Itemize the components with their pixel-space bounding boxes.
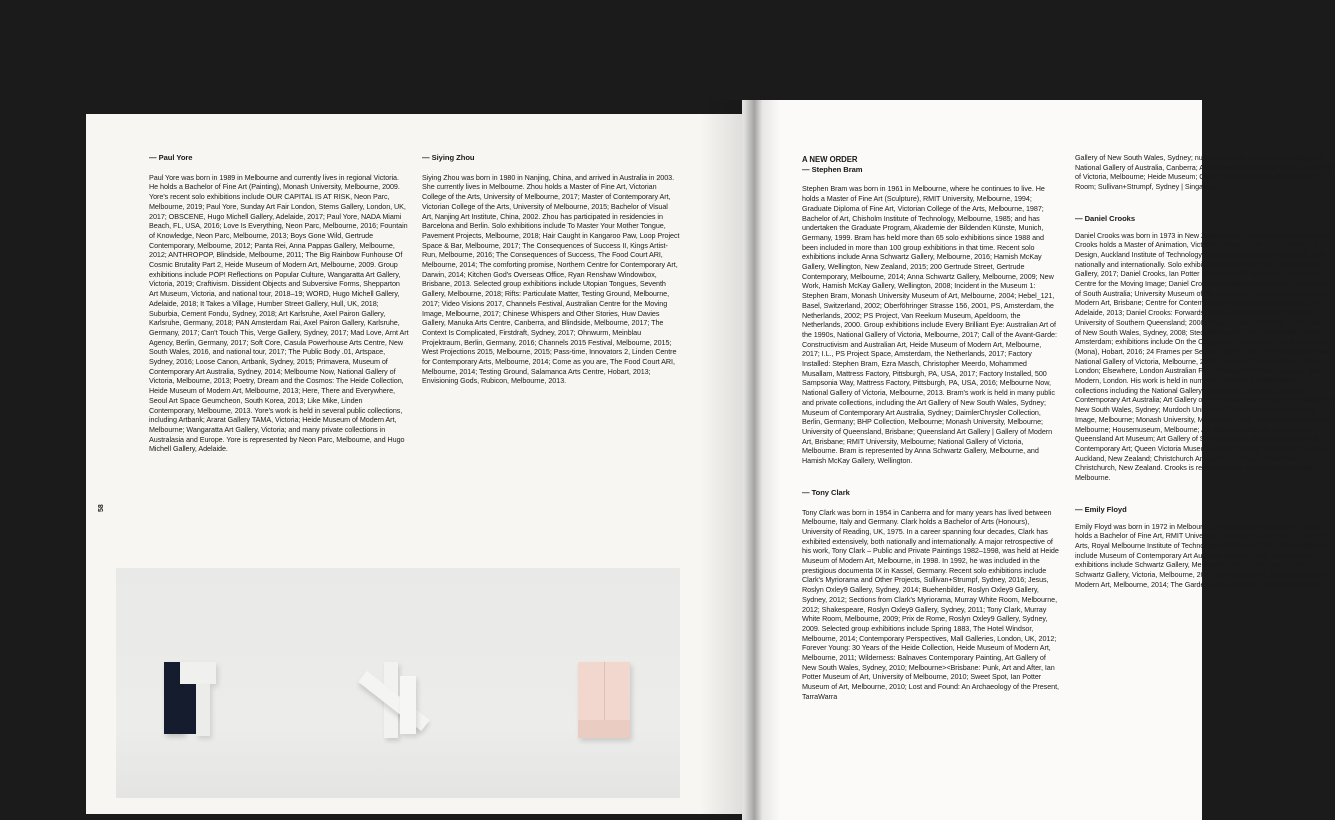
artist-bio: Tony Clark was born in 1954 in Canberra and for many years has lived between Melbourne, Italy and Germany. Clark holds a Bachelor of Arts (Honours), University of Reading, UK, 1975. In a career spanning four decades, Clark has exhibited extensively, both nationally and internationally. A major retrospective of his work, Tony Clark – Public and Private Paintings 1982–1998, was held at Heide Museum of Modern Art, Melbourne, in 1998. In 1992, he was included in the prestigious documenta IX in Kassel, Germany. Recent solo exhibitions include Clark's Myrioramа and Other Projects, Sullivan+Strumpf, Sydney, 2016; Jesus, Roslyn Oxley9 Gallery, Sydney, 2014; Buehenbilder, Roslyn Oxley9 Gallery, Sydney, 2012; Sections from Clark's Myriorama, Murray White Room, Melbourne, 2012; Shakespeare, Roslyn Oxley9 Gallery, Sydney, 2011; Tony Clark, Murray White Room, Melbourne, 2009; Prix de Rome, Roslyn Oxley9 Gallery, Sydney, 2009. Selected group exhibitions include Spring 1883, The Hotel Windsor, Melbourne, 2014; Contemporary Perspectives, Mall Galleries, London, UK, 2012; Forever Young: 30 Years of the Heide Collection, Heide Museum of Modern Art, Melbourne, 2011; Wilderness: Balnaves Contemporary Painting, Art Gallery of New South Wales, Sydney, 2010; Melbourne><Brisbane: Punk, Art and After, Ian Potter Museum of Art, University of Melbourne, 2010; Sweet Spot, Ian Potter Museum of Art, Melbourne, 2010; Lost and Found: An Archaeology of the Present, TarraWarra [802,507,1060,701]
artist-heading: — Emily Floyd [1075,504,1127,514]
artist-heading: — Daniel Crooks [1075,213,1136,223]
section-title: A NEW ORDER [802,155,858,164]
artist-bio: Emily Floyd was born in 1972 in Melbourne, where she continues to live. Floyd holds a Bachelor of Fine Art, RMIT University, Melbourne, 1999, and Bachelor of Arts, Royal Melbourne Institute of Technology, Melbourne, 1992. Solo exhibitions include Museum of Contemporary Art Australia, Sydney, 2000, and her solo exhibitions include Schwartz Gallery, Melbourne, 2016; Emily Floyd, Anna Schwartz Gallery, Victoria, Melbourne, 2014; Far From Home, Heide Museum of Modern Art, Melbourne, 2014; The Garden, Anna Schwartz Gallery, Melbourne. [1075,521,1328,589]
artist-heading: — Siying Zhou [422,153,475,162]
bio-column-right-1 [802,155,1060,702]
gallery-installation-photo [116,568,680,798]
artwork-pink-panel [578,662,630,738]
artist-heading: — Tony Clark [802,487,850,497]
artist-bio: Paul Yore was born in 1989 in Melbourne and currently lives in regional Victoria. He holds a Bachelor of Fine Art (Painting), Monash University, Melbourne, 2009. Yore's recent solo exhibitions include OUR CAPITAL IS AT RISK, Neon Parc, Melbourne, 2019; Paul Yore, Sunday Art Fair London, Stems Gallery, London, UK, 2017; OBSCENE, Hugo Michell Gallery, Adelaide, 2017; Paul Yore, NADA Miami Beach, FL, USA, 2016; Love Is Everything, Neon Parc, Melbourne, 2016; Fountain of Knowledge, Neon Parc, Melbourne, 2013; Boys Gone Wild, Gertrude Contemporary, Melbourne, 2012; Panta Rei, Anna Pappas Gallery, Melbourne, 2012; ANTHROPOP, Blindside, Melbourne, 2011; The Big Rainbow Funhouse Of Cosmic Brutality Part 2, Heide Museum of Modern Art, Melbourne, 2009. Group exhibitions include POP! Reflections on Popular Culture, Wangaratta Art Gallery, Victoria, 2019; Craftivism. Dissident Objects and Subversive Forms, Shepparton Art Museum, Victoria, and national tour, 2018–19; WORD, Hugo Michell Gallery, Adelaide, 2018; It Takes a Village, Humber Street Gallery, Hull, UK, 2018; Suburbia, Cement Fondu, Sydney, 2018; Art Karlsruhe, Axel Pairon Gallery, Karlsruhe, Germany, 2018; PAN Amsterdam Rai, Axel Pairon Gallery, Karlsruhe, Germany, 2017; Can't Touch This, Verge Gallery, Sydney, 2017; Mad Love, Arnt Art Agency, Berlin, Germany, 2017; Soft Core, Casula Powerhouse Arts Centre, New South Wales, 2016, and national tour, 2017; The Public Body .01, Artspace, Sydney, 2016; Loose Canon, Artbank, Sydney, 2015; Primavera, Museum of Contemporary Art Australia, Sydney, 2014; Melbourne Now, National Gallery of Victoria, Melbourne, 2013; Poetry, Dream and the Cosmos: The Heide Collection, Heide Museum of Modern Art, Melbourne, 2013; Here, There and Everywhere, Seoul Art Space Geumcheon, South Korea, 2013; Like Mike, Linden Contemporary, Melbourne, 2013. Yore's work is held in several public collections, including Artbank; Ararat Gallery TAMA, Victoria; Heide Museum of Modern Art, Melbourne; Wangaratta Art Gallery, Victoria; and many private collections in Australasia and Europe. Yore is represented by Neon Parc, Melbourne, and Hugo Michell Gallery, Adelaide. [149,172,409,454]
bio-column-right-2 [1075,153,1335,589]
artist-heading: — Paul Yore [149,153,193,162]
artist-bio: Stephen Bram was born in 1961 in Melbourne, where he continues to live. He holds a Master of Fine Art (Sculpture), RMIT University, Melbourne, 1994; Graduate Diploma of Fine Art, Victorian College of the Arts, Melbourne, 1987; Bachelor of Art, Chisholm Institute of Technology, Melbourne, 1985; and has undertaken the Graduate Program, Akademie der Bildenden Künste, Munich, Germany, 1999. Bram has held more than 65 solo exhibitions since 1988 and been included in more than 100 group exhibitions in that time. Recent solo exhibitions include Anna Schwartz Gallery, Melbourne, 2016; Hamish McKay Gallery, Wellington, New Zealand, 2015; 200 Gertrude Street, Gertrude Contemporary, Melbourne, 2014; Anna Schwartz Gallery, Melbourne, 2009; New Work, Hamish McKay Gallery, Wellington, 2008; Incident in the Museum 1: Stephen Bram, Monash University Museum of Art, Melbourne, 2004; Hebel_121, Basel, Switzerland, 2002; Oberföhringer Strasse 156, 2001, PS, Amsterdam, the Netherlands, 2002; PS Project, Van Reekum Museum, Apeldoorn, the Netherlands, 2000. Group exhibitions include Every Brilliant Eye: Australian Art of the 1990s, National Gallery of Victoria, Melbourne, 2017; Call of the Avant-Garde: Constructivism and Australian Art, Heide Museum of Modern Art, Melbourne, 2017; I.L., PS Project Space, Amsterdam, the Netherlands, 2017; Factory Installed: Stephen Bram, Ezra Masch, Christopher Meerdo, Mohammed Musallam, Mattress Factory, Pittsburgh, PA, USA, 2017; Factory Installed, 500 Sampsonia Way, Mattress Factory, Pittsburgh, PA, USA, 2016; Melbourne Now, National Gallery of Victoria, Melbourne, 2013. Bram's work is held in many public and private collections, including the Art Gallery of New South Wales, Sydney; Museum of Contemporary Art Australia, Sydney; DaimlerChrysler Collection, Berlin, Germany; BHP Collection, Melbourne; Monash University, Melbourne; University of Queensland, Brisbane; Queensland Art Gallery | Gallery of Modern Art, Brisbane; RMIT University, Melbourne; National Gallery of Victoria, Melbourne. Bram is represented by Anna Schwartz Gallery, Melbourne, and Hamish McKay Gallery, Wellington. [802,184,1057,466]
artist-heading: — Stephen Bram [802,164,863,174]
artwork-white-diagonal-panels [348,662,438,740]
artist-bio-continued: Gallery of New South Wales, Sydney; numerous public collections including the National Gallery of Australia, Canberra; Art Gallery of New South Wales; University of Victoria, Melbourne; Heide Museum; Clark is represented by Murray White Room; Sullivan+Strumpf, Sydney | Singapore. [1075,153,1334,192]
artist-bio: Daniel Crooks was born in 1973 in New Zealand and currently lives in Melbourne. Crooks holds a Master of Animation, Victorian College of the Arts; Bachelor of Design, Auckland Institute of Technology. Crooks has exhibited extensively, both nationally and internationally. Solo exhibitions include Parabolic, Anna Schwartz Gallery, 2017; Daniel Crooks, Ian Potter Museum of Art, Melbourne; Australian Centre for the Moving Image; Daniel Crooks, Samstag Museum of Art, University of South Australia; University Museum of Art, Melbourne; Queensland Institute of Modern Art, Brisbane; Centre for Contemporary Photography, Melbourne, 2007; Adelaide, 2013; Daniel Crooks: Forwards, One Frame Backwards; Sharpen, University of Southern Queensland; 2008; Daniel Crooks: Train No. 1, Art Gallery of New South Wales, Sydney, 2008; Stedelijk Museum; van Beeldende Kunsten, Amsterdam; exhibitions include On the Origin of Art, Museum of Old and New Art (Mona), Hobart, 2016; 24 Frames per Second, Melbourne, 2015; Melbourne Now, National Gallery of Victoria, Melbourne, 2013; Australia, Royal Academy of Arts, London; Elsewhere, London Australian Film Festival; 2010 Move on Asia, Tate Modern, London. His work is held in numerous national and international collections including the National Gallery of Australia, Canberra; Museum of Contemporary Art Australia; Art Gallery of New South Wales, Sydney; Art Gallery of New South Wales, Sydney; Murdoch University, Perth; Centre for the Moving Image, Melbourne; Monash University, Melbourne; Heide Museum of Modern Art, Melbourne; Housemuseum, Melbourne; Art Gallery of Ballarat; University of Queensland Art Museum; Art Gallery of South Australia, Adelaide; Museum of Contemporary Art; Queen Victoria Museum and Art Gallery; Chartwell Collection, Auckland, New Zealand; Christchurch Art Gallery Te Puna o Waiwhetū, Christchurch, New Zealand. Crooks is represented by Anna Schwartz Gallery, Melbourne. [1075,230,1335,483]
page-number: 58 [98,504,105,512]
bio-paul-yore [149,153,409,454]
bio-siying-zhou [422,153,680,386]
artist-bio: Siying Zhou was born in 1980 in Nanjing, China, and arrived in Australia in 2003. She currently lives in Melbourne. Zhou holds a Master of Fine Art, Victorian College of the Arts, University of Melbourne, 2017; Master of Contemporary Art, Victorian College of the Arts, University of Melbourne, 2015; Bachelor of Visual Art, Nanjing Art Institute, China, 2002. Zhou has participated in residencies in Barcelona and Berlin. Solo exhibitions include To Master Your Mother Tongue, Pavement Projects, Melbourne, 2018; Hair Caught in Kangaroo Paw, Loop Project Space & Bar, Melbourne, 2017; The Consequences of Success II, Kings Artist-Run, Melbourne, 2016; The Consequences of Success, The Food Court ARI, Melbourne, 2014; The comforting promise, Northern Centre for Contemporary Art, Darwin, 2014; Kitchen God's Overseas Office, Ryan Renshaw Windowbox, Brisbane, 2013. Selected group exhibitions include Utopian Tongues, Seventh Gallery, Melbourne, 2018; Rifts: Particulate Matter, Testing Ground, Melbourne, 2017; Video Visions 2017, Channels Festival, Australian Centre for the Moving Image, Melbourne, 2017; Chinese Whispers and Other Stories, Huw Davies Gallery, Manuka Arts Centre, Canberra, and Blindside, Melbourne, 2017; The Context Is Complicated, Firstdraft, Sydney, 2017; Ohnwurm, Meinblau Projektraum, Berlin, Germany, 2016; Channels 2015 Festival, Melbourne, 2015; West Projections 2015, Melbourne, 2015; Pass-time, Innovators 2, Linden Centre for Contemporary Arts, Melbourne, 2014; Come as you are, The Food Court ARI, Melbourne, 2014; Testing Ground, Salamanca Arts Centre, Hobart, 2013; Envisioning Gods, Rubicon, Melbourne, 2013. [422,172,680,386]
artwork-navy-white-panels [164,662,216,736]
book-gutter [700,100,780,820]
